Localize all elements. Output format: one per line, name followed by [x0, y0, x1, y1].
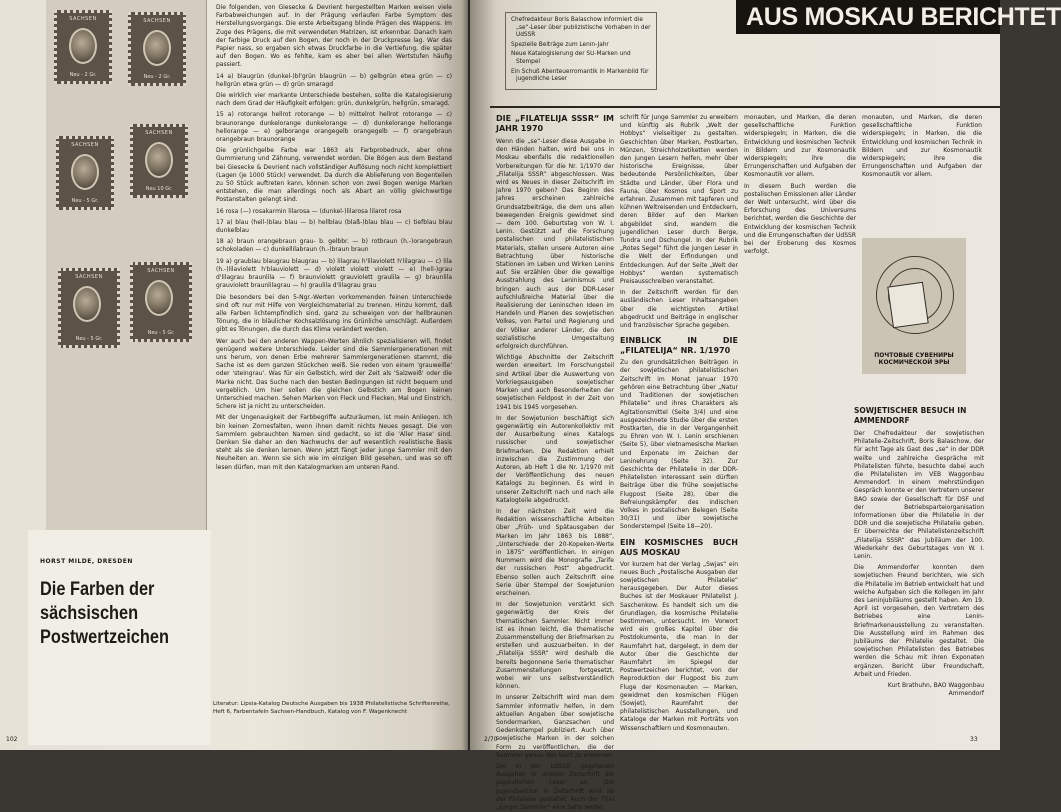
right-page: [470, 0, 1061, 812]
paragraph: Die Ammendorfer konnten dem sowjetischen Freund berichten, wie sich die Philatelie im Betrieb entwickelt hat und welche Aufgaben sich die Kollegen im Jahr des Leninjubiläums gestellt haben. Am 19. April ist vorgesehen, den Vertretern des Betriebes eine Lenin-Briefmarkenausstellung zu veranstalten. Die Ausstellung wird im Rahmen des Jubiläums der Philatelie gestaltet. Die sowjetischen Philatelisten des Betriebes werden die Schau mit ihren Exponaten ergänzen. Bericht über Freundschaft, Arbeit und Frieden.: [854, 564, 984, 678]
paragraph: Der Chefredakteur der sowjetischen Philatelie-Zeitschrift, Boris Balaschow, der für acht Tage als Gast des „se“ in der DDR weilte und zahlreiche Gespräche mit Philatelisten führte, besuchte dabei auch die Philatelisten im VEB Waggonbau Ammendorf. In einem mehrstündigen Gespräch konnte er den Vertretern unserer BAO sowie der Gesellschaft für DSF und der Betriebsparteiorganisation Informationen über die Philatelie in der DDR und die sowjetische Philatelie geben. Er überreichte der Philatelistenzeitschrift „Filatelija SSSR“ das Jubiläum der 100. Wiederkehr des Geburtstages von W. I. Lenin.: [854, 430, 984, 561]
article-column-4: [862, 114, 982, 234]
article-title: Die Farben der sächsischen Postwertzeichen: [40, 579, 169, 648]
stamp-image: [128, 12, 186, 86]
section-heading: DIE „FILATELIJA SSSR“ IM JAHR 1970: [496, 114, 614, 133]
stamp-label: SACHSEN: [75, 274, 103, 280]
portrait-icon: [69, 28, 97, 64]
stamp-image: [130, 124, 188, 198]
portrait-icon: [143, 30, 171, 66]
book-cover-caption: ПОЧТОВЫЕ СУВЕНИРЫ КОСМИЧЕСКОЙ ЭРЫ: [874, 352, 954, 366]
stamp-value: Neu 10 Gr.: [145, 186, 173, 192]
article-body: [216, 4, 452, 694]
paragraph: Wer auch bei den anderen Wappen-Werten ähnlich spezialisieren will, findet genügend weitere Unterschiede. Leider sind die Sammlergenerationen mit uns herum, von denen Erbe mehrerer Sammlergenerationen stammt, die Sache ist es dem ganzen Stückchen weiß. Sie reden von einem 'grauweiße' oder 'steingrau'. Was für ein Gelbstich, wird der Zeit als 'Salzweiß' oder die Marke nicht. Das Suche nach den besten Bedingungen ist nicht bequem und vergeblich. Um hier sollen die gleichen Gelbstich am Bogen keinen Unterschied machen. Sehen Marken von Fleck und Flecken, Mal und Einstrich, Schere ist ja nicht zu unterscheiden.: [216, 337, 452, 411]
stamp-image: [56, 136, 114, 210]
paragraph: Die besonders bei den 5-Ngr.-Werten vorkommenden feinen Unterschiede sind oft nur mit Hilfe von Vergleichsmaterial zu trennen. Hinzu kommt, daß alle Farben lichtempfindlich sind, ganz zu schweigen von der hellbraunen Tönung, die in bläulicher Kochsalzlösung ins Grünliche umschlägt. Außerdem gibt es Tönungen, die durch das Klima verändert werden.: [216, 293, 452, 334]
article-column-2: [620, 114, 739, 732]
article-headline-box: [28, 530, 211, 745]
paragraph: In der Sowjetunion beschäftigt sich gegenwärtig ein Autorenkollektiv mit der Ausarbeitung eines Katalogs russischer und sowjetischer Briefmarken. Die Redaktion erhielt inzwischen die Zustimmung der Autoren, ab Heft 1 die Nr. 1/1970 mit der Veröffentlichung des neuen Katalogs zu beginnen. Es wird in unserer Zeitschrift nach und nach alle Katalogteile abgedruckt.: [496, 414, 614, 504]
section-banner: AUS MOSKAU BERICHTET: [736, 0, 1000, 34]
left-page: [0, 0, 468, 750]
paragraph: In diesem Buch werden die postalischen Emissionen aller Länder der Welt untersucht, wird über die Erforschung des Universums berichtet, werden die Geschichte der Entwicklung der kosmischen Technik und die Errungenschaften der UdSSR bei der Eroberung des Kosmos verfolgt.: [744, 182, 856, 256]
stamp-value: Neu - 5 Gr.: [147, 330, 175, 336]
book-cover-illustration: [862, 238, 966, 374]
paragraph: Die in der UdSSR gegebenen Ausgaben in unserer Zeitschrift die jugendlichen Leser an. Die Jugendsektion in Zeitschrift wird ab der Philatelie gestaltet. Auch der Titel „Junger Sammler“ eine Seite weiter.: [496, 763, 614, 812]
stamp-illustrations: [46, 0, 207, 530]
stamp-image: [58, 268, 120, 348]
paragraph: Wichtige Abschnitte der Zeitschrift werden erweitert. Im Forschungsteil sind Artikel über die Auswertung von Vorkriegsausgaben sowjetischer Marken und auch Besonderheiten der sowjetischen Feldpost in der Zeit von 1941 bis 1945 vorgesehen.: [496, 354, 614, 411]
color-table: 19 a) graublau blaugrau blaugrau — b) lilagrau h'lilaviolett h'lilagrau — c) lila (h.-)lilaviolett h'blauviolett — d) violett violett violett — e) (hell-)grau d'lilagrau braunlila — f) braunviolett grauviolett graulila — g) braunlila grauviolett braunlilagrau — h) graulila d'lilagrau grau: [216, 257, 452, 290]
color-table: 14 a) blaugrün (dunkel-)bl'grün blaugrün — b) gelbgrün etwa grün — c) hellgrün etwa grün — d) grün smaragd: [216, 72, 452, 88]
stamp-value: Neu - 2 Gr.: [69, 72, 97, 78]
stamp-label: SACHSEN: [71, 142, 99, 148]
teaser-item: Spezielle Beiträge zum Lenin-Jahr: [511, 41, 609, 48]
portrait-icon: [145, 280, 173, 316]
stamp-value: Neu - 5 Gr.: [71, 198, 99, 204]
stamp-label: SACHSEN: [147, 268, 175, 274]
paragraph: In der nächsten Zeit wird die Redaktion wissenschaftliche Arbeiten über „Früh- und Spätausgaben der Marken im Jahr 1863 bis 1888“, „Unterschiede der 20-Kopeken-Werte in 1875“ veröffentlichen. In einigen Nummern wird die Monografie „Tarife der russischen Post“ abgedruckt. Ebenso sollen auch Zeitschrift eine Serie über Stempel der Sowjetunion erscheinen.: [496, 507, 614, 597]
signature-line: Kurt Brathuhn, BAO Waggonbau Ammendorf: [887, 682, 984, 698]
section-heading: EINBLICK IN DIE „FILATELIJA“ NR. 1/1970: [620, 336, 738, 356]
envelope-icon: [887, 282, 928, 329]
paragraph: In der Zeitschrift werden für den ausländischen Leser Inhaltsangaben über die wichtigsten Artikel abgedruckt und Beiträge in englischer und französischer Sprache gegeben.: [620, 289, 738, 330]
color-table: 18 a) braun orangebraun grau- b. gelbbr. — b) rotbraun (h.-)orangebraun schokoladen — c) dunkellilabraun (h.-)braun braun: [216, 238, 452, 254]
paragraph: Zu den grundsätzlichen Beiträgen in der sowjetischen philatelistischen Zeitschrift im Monat Januar 1970 gehören eine Betrachtung über „Natur und Traditionen der sowjetischen Philatelie“ und ihres Charakters als Agitationsmittel (Seite 3/4) und eine ausgezeichnete Studie über die ersten Postkarten, die in der Vergangenheit zu Ehren von W. I. Lenin erschienen (Seite 5), über vietnamesische Marken und Exponate im Zeichen der Leninehrung (Seite 32). Zur Geschichte der Philatelie in der DDR-Philatelisten interessant sein dürften Beiträge über die frühe sowjetische Flugpost (Seite 28), über die Befreiungskämpfer des indischen Volkes in postalischen Belegen (Seite 30/31) und über sowjetische Sonderstempel (Seite 18—20).: [620, 359, 738, 531]
paragraph: Die folgenden, von Giesecke & Devrient hergestellten Marken weisen viele Farbabweichungen auf. In der Prägung verlaufen Farbe Symptom des Herstellungsvorgangs. Die erste Arbeitsgang blinde Prägen des Wappens. Im Zuge des Prägens, die mit verwendeten Matrizen, ist erkennbar. Danach kam der farbige Druck auf den Bogen, der noch in der Druckpresse lag. War das Papier nass, so ergaben sich etwas Druckfarbe in die Vertiefung, die später auf den Bogen. Wo es fehlte, kam es aber bei allen Wertstufen häufig passiert.: [216, 4, 452, 69]
stamp-image: [130, 262, 192, 342]
portrait-icon: [73, 286, 101, 322]
portrait-icon: [145, 142, 173, 178]
sidebar-heading: SOWJETISCHER BESUCH IN AMMENDORF: [854, 406, 967, 425]
page-number: 33: [970, 736, 978, 743]
stamp-label: SACHSEN: [69, 16, 97, 22]
issue-footer: 2/70: [484, 736, 498, 743]
sidebar-article: [854, 430, 984, 730]
teaser-box: [505, 12, 657, 90]
stamp-image: [54, 10, 112, 84]
paragraph: In unserer Zeitschrift wird man dem Sammler informativ helfen, in dem aktuellen Angaben über sowjetische Sondermarken, Ganzsachen und Gedenkstempel publiziert. Auch über sowjetische Marken in der solchen Form zu veröffentlichen, die der Sammler genau den Wert zu erkennen.: [496, 694, 614, 759]
divider: [490, 106, 1000, 108]
paragraph: Wenn die „se“-Leser diese Ausgabe in den Händen halten, wird bei uns in Moskau ebenfalls die redaktionellen Vorbereitungen für die Nr. 1/1970 der „Filatelija SSSR“ abgeschlossen. Was wird es Neues in dieser Zeitschrift im Jahre 1970 geben? Das Beginn des Jahres erscheinen zahlreiche Grundsatzbeiträge, die dem uns allen bewegenden Ereignis gewidmet sind — dem 100. Geburtstag von W. I. Lenin. Gestützt auf die Forschung postalischen und philatelistischen Materials, stellen unsere Autoren eine Betrachtung über historische Stationen im Leben und Wirken Lenins auf. Sie erzählen über die gewaltige Ausstrahlung des Leninismus und bringen auch aus der DDR-Leser aufschlußreiche Material über die Realisierung der Leninschen Ideen im Handeln und Planen des sowjetischen Volkes, von Partei und Regierung und der Völker anderer Länder, die den sozialistische Umgestaltung erfolgreich durchführen.: [496, 138, 614, 351]
color-table: 15 a) rotorange hellrot rotorange — b) mittelrot hellrot rotorange — c) braunorange dunkelorange dunkelorange — d) dunkelorange hellorange hellorange — e) gelborange orangegelb orangegelb — f) orangebraun orangebraun braunorange: [216, 111, 452, 144]
author-line: HORST MILDE, DRESDEN: [40, 558, 133, 565]
paragraph: Die grünlichgelbe Farbe war 1863 als Farbprobedruck, aber ohne Gummierung und Zähnung, verwendet worden. Die Bögen aus dem Bestand bei Giesecke & Devrient nach vollständiger Auflösung noch nicht komplettiert (Lagen (je 1000 Stück) verwendet. Da durch die Ablieferung von Bogenteilen zu 50 Stück auftreten kann, können schon von zwei Bogen wenige Marken entstehen, die man allerdings noch als Abart an völlig gleichwertige Postanstalten gelangt sind.: [216, 147, 452, 204]
teaser-item: Chefredakteur Boris Balaschow informiert die „se“-Leser über publizistische Vorhaben in der UdSSR: [511, 17, 651, 39]
page-number: 102: [6, 736, 18, 743]
paragraph: Vor kurzem hat der Verlag „Swjas“ ein neues Buch „Postalische Ausgaben der sowjetischen Philatelie“ herausgegeben. Der Autor dieses Buches ist der Moskauer Philatelist J. Saschenkow. Es handelt sich um die Grundlagen, die kosmische Philatelie bestimmen, untersucht. Im Vorwort wird ein großes Kapitel über die Postdokumente, die man in der Raumfahrt hat, dargelegt, in dem der Autor über die Geschichte der Raumfahrt im Spiegel der Postwertzeichen berichtet, von der Reproduktion der Flugpost bis zum Fluge der Kosmonauten — Marken, gewidmet den kosmischen Flügen (Sowjet), Raumfahrt der philatelistischen Ausstellungen, und Kataloge der Marken mit Porträts von Wissenschaftlern und Kosmonauten.: [620, 560, 738, 732]
paragraph: Mit der Ungenauigkeit der Farbbegriffe aufzuräumen, ist mein Anliegen. Ich bin keinen Zornesfalten, wenn ihnen damit nichts Neues gesagt. Die von Sammlern gebrauchten Namen sind gedacht, so ist die 'Aller Hase' sind. Denken Sie daher an den Nachwuchs der auf wesentlich realistische Basis steht als sie denken lernen. Wenn jetzt fängt jeder junge Sammler mit den Neuheiten an. Wenn sie sich wie im einzigen Bild gesehen, und was so oft lesen dürfen, man mit den Katalogmarken am unteren Rand.: [216, 414, 452, 471]
paragraph: schrift für Junge Sammler zu erweitern und künftig als Rubrik „Welt der Hobbys“ vielseitiger zu gestalten. Geschichten über Marken, Postkarten, Münzen, Streichholzetiketten werden den jungen Lesern helfen, mehr über historische Ereignisse, über bedeutende Persönlichkeiten, über Städte und Länder, über Flora und Fauna, über Kosmos und Sport zu erfahren. Zusammen mit tapferen und kühnen Weltreisenden und Entdeckern, deren Bilder auf den Marken abgebildet sind, wandern die jugendlichen Leser durch Berge, Tundra und Dschungel. In der Rubrik „Rotes Segel“ führt die jungen Leser in die Welt der Erfindungen und Entdeckungen. Auf der Seite „Welt der Hobbys“ werden systematisch Preisausschreiben veranstaltet.: [620, 114, 739, 286]
teaser-item: Ein Schuß Abenteuerromantik in Markenbild für jugendliche Leser: [511, 68, 649, 83]
stamp-label: SACHSEN: [145, 130, 173, 136]
paragraph: In der Sowjetunion verstärkt sich gegenwärtig der Kreis der thematischen Sammler. Nicht immer ist es ihnen leicht, die thematische Zusammenstellung der Briefmarken zu erstellen und auszuarbeiten. In der „Filatelija SSSR“ wird deshalb die bereits begonnene Serie thematischer Zusammenstellungen fortgesetzt, wobei wir uns selbstverständlich können.: [496, 601, 614, 691]
stamp-value: Neu - 5 Gr.: [75, 336, 103, 342]
teaser-item: Neue Katalogisierung der SU-Marken und Stempel: [511, 51, 631, 65]
portrait-icon: [71, 154, 99, 190]
article-column-3: [744, 114, 856, 710]
stamp-label: SACHSEN: [143, 18, 171, 24]
color-table: 17 a) blau (hell-)blau blau — b) hellblau (blaß-)blau blau — c) tiefblau blau dunkelblau: [216, 218, 452, 235]
literature-note: Literatur: Lipsia-Katalog Deutsche Ausgaben bis 1938 Philatelistische Schriftenreihe, Heft 6, Farbentafeln Sachsen-Handbuch, Katalog von F. Wagenknecht: [213, 701, 450, 715]
paragraph: monauten, und Marken, die deren gesellschaftliche Funktion widerspiegeln; in Marken, die die Entwicklung und kosmischen Technik in Bildern und zur Kosmonautik widerspiegeln; ihre die Errungenschaften und Aufgaben der Kosmonautik vor allem.: [744, 114, 856, 179]
color-table: 16 rosa (—) rosakarmin lilarosa — (dunkel-)lilarosa lilarot rosa: [216, 207, 402, 215]
stamp-value: Neu - 2 Gr.: [143, 74, 171, 80]
article-column-1: [496, 114, 614, 812]
paragraph: monauten, und Marken, die deren gesellschaftliche Funktion widerspiegeln; in Marken, die die Entwicklung und kosmischen Technik in Bildern und zur Kosmonautik widerspiegeln; ihre die Errungenschaften und Aufgaben der Kosmonautik vor allem.: [862, 114, 982, 179]
section-heading: EIN KOSMISCHES BUCH AUS MOSKAU: [620, 537, 738, 557]
paragraph: Die wirklich vier markante Unterschiede bestehen, sollte die Katalogisierung nach dem Grad der Häufigkeit erfolgen: grün, dunkelgrün, hellgrün, smaragd.: [216, 92, 452, 108]
